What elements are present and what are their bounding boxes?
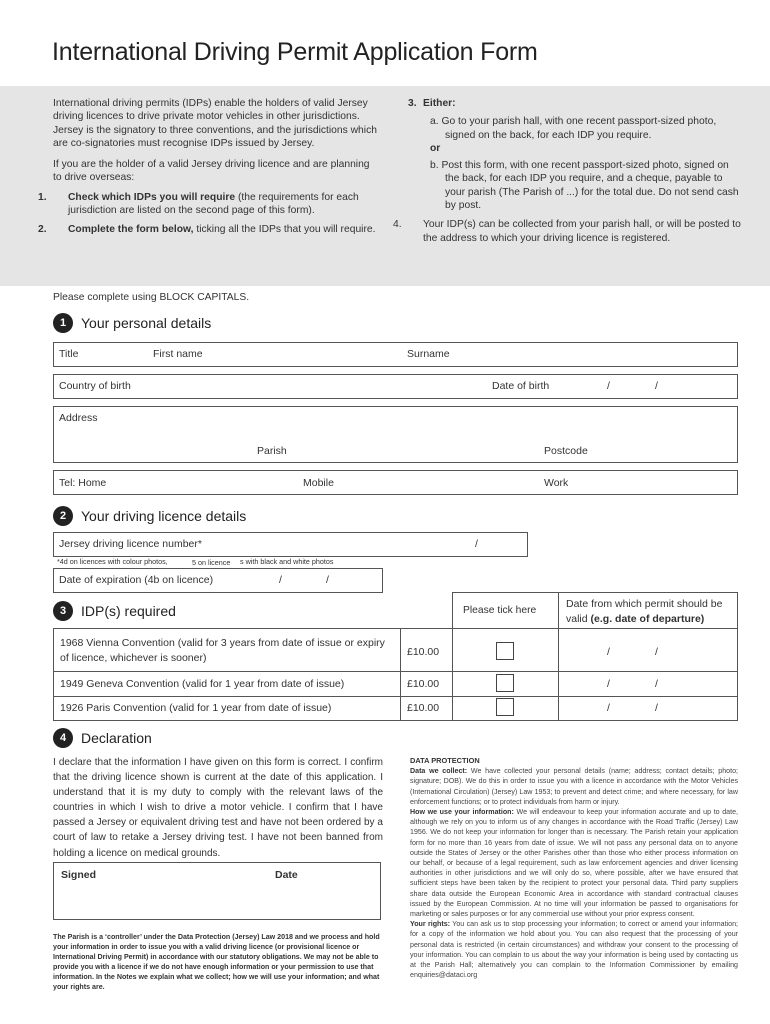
data-protection-use	[410, 807, 738, 919]
rights-label: Your rights:	[410, 920, 451, 929]
tick-header-label: Please tick here	[463, 605, 537, 616]
licence-footnote-c: s with black and white photos	[240, 557, 334, 566]
section-4-header	[53, 728, 152, 748]
declaration-text: I declare that the information I have given on this form is correct. I confirm that the driving licence shown is current at the date of this application. I understand that it is my duty to comply with the relevant laws of the countries in which I wish to drive a motor vehicle. I confirm that I have passed a Jersey or equivalent driving test and have not been ordered by a court of law to retake a Jersey driving test. I have not been banned from holding a licence on medical grounds.	[53, 757, 383, 859]
data-protection-body	[410, 766, 738, 807]
first-name-label: First name	[153, 348, 203, 360]
block-capitals-note: Please complete using BLOCK CAPITALS.	[53, 292, 250, 303]
date-separator: /	[607, 380, 610, 392]
section-title: Your driving licence details	[81, 508, 247, 524]
intro-paragraph-1: International driving permits (IDPs) enable the holders of valid Jersey driving licences to drive private motor vehicles in other jurisdictions. Jersey is the signatory to three conventions, and the jurisdictions which are co-signatories must recognise IDPs issued by Jersey.	[53, 98, 377, 149]
use-text: We will endeavour to keep your information accurate and up to date, although we rely on you to inform us of any changes in accordance with the Road Traffic (Jersey) Law 1956. We do not keep your information for longer than is necessary. The Parish retain your application form for no more than 16 years from date of issue. We will not pass any personal data on to anyone outside the States of Jersey or the other Parishes other than those who either process information on our behalf, or because of a legal requirement, such as law enforcement agencies and driver licensing authorities in other jurisdictions and we will only do so, where possible, after we have ensured that sufficient steps have been taken by the recipient to protect your personal data. Third party suppliers share data outside the European Economic Area in accordance with standard contractual clauses issued by the European Commission. At no time will your information be passed to organisations for marketing or sales purposes or for any commercial use without your prior express consent.	[410, 808, 739, 919]
step-number: 2.	[38, 224, 47, 236]
idp-row-vienna-label: 1968 Vienna Convention (valid for 3 years from date of issue or expiry of licence, whichever is sooner)	[60, 637, 385, 664]
section-title: Your personal details	[81, 315, 212, 331]
title-label: Title	[59, 348, 79, 360]
step-1-bold: Check which IDPs you will require	[68, 191, 236, 203]
use-label: How we use your information:	[410, 808, 514, 817]
address-field[interactable]	[53, 406, 738, 463]
idp-row-paris-price: £10.00	[407, 702, 440, 714]
date-separator: /	[655, 702, 658, 714]
intro-step-1	[38, 191, 378, 218]
step-2-bold: Complete the form below,	[68, 224, 194, 236]
date-separator: /	[607, 702, 610, 714]
date-separator: /	[655, 380, 658, 392]
date-header-bold: (e.g. date of departure)	[590, 613, 705, 625]
date-label: Date	[275, 869, 298, 881]
step-number: 4.	[393, 219, 402, 231]
date-separator: /	[279, 574, 282, 586]
idp-vienna-checkbox[interactable]	[496, 642, 514, 660]
step-2-rest: ticking all the IDPs that you will require.	[193, 224, 376, 236]
intro-right-column	[393, 97, 743, 245]
mobile-label: Mobile	[303, 477, 334, 489]
date-separator: /	[655, 646, 658, 658]
licence-separator: /	[475, 538, 478, 550]
intro-left-column	[38, 97, 378, 237]
signed-label: Signed	[61, 869, 97, 881]
data-protection-notice	[410, 756, 738, 980]
intro-or: or	[430, 142, 441, 154]
idp-paris-checkbox[interactable]	[496, 698, 514, 716]
birth-field-row[interactable]	[53, 374, 738, 399]
row-divider	[53, 696, 738, 697]
idp-geneva-checkbox[interactable]	[496, 674, 514, 692]
section-number-badge: 1	[53, 313, 73, 333]
section-2-header	[53, 506, 246, 526]
date-separator: /	[326, 574, 329, 586]
step-1-rest: (the requirements for each jurisdiction are listed on the second page of this form).	[68, 191, 359, 217]
idp-row-vienna-price: £10.00	[407, 646, 440, 658]
licence-number-label: Jersey driving licence number*	[59, 538, 202, 550]
step-number: 3.	[408, 98, 417, 109]
tel-home-label: Tel: Home	[59, 477, 107, 489]
licence-footnote-a: *4d on licences with colour photos,	[57, 557, 168, 566]
date-separator: /	[655, 678, 658, 690]
section-title: IDP(s) required	[81, 603, 176, 619]
intro-step-3	[408, 97, 743, 110]
intro-step-3b: b. Post this form, with one recent passport-sized photo, signed on the back, for each IDP you require, and a cheque, payable to your parish (The Parish of ...) for the total due. Do not send cash by post.	[430, 160, 739, 212]
row-divider	[53, 671, 738, 672]
section-1-header	[53, 313, 211, 333]
intro-step-4	[393, 218, 743, 245]
work-label: Work	[544, 477, 569, 489]
postcode-label: Postcode	[544, 445, 588, 457]
intro-step-3a: a. Go to your parish hall, with one recent passport-sized photo, signed on the back, for each IDP you require.	[430, 116, 717, 141]
column-divider	[400, 628, 401, 721]
signature-box[interactable]	[53, 862, 381, 920]
column-divider	[558, 628, 559, 721]
telephone-field-row[interactable]	[53, 470, 738, 495]
step-3-bold: Either:	[423, 98, 456, 109]
address-label: Address	[59, 412, 98, 424]
intro-step-2	[38, 223, 378, 236]
column-divider	[452, 628, 453, 721]
page-title: International Driving Permit Application Form	[52, 38, 538, 66]
section-title: Declaration	[81, 730, 152, 746]
parish-label: Parish	[257, 445, 287, 457]
collect-text: We have collected your personal details (name; address; contact details; photo; signature; DOB). We do this in order to issue you with a licence in accordance with the Motor Vehicles (International Circulation) (Jersey) Law 1953; to prevent and detect crime; and where necessary, for law enforcement functions; or to protect individuals from harm or injury.	[410, 767, 738, 806]
data-protection-rights	[410, 919, 738, 980]
collect-label: Data we collect:	[410, 767, 468, 776]
section-number-badge: 2	[53, 506, 73, 526]
expiry-label: Date of expiration (4b on licence)	[59, 574, 214, 586]
date-header-label: Date from which permit should be valid	[566, 598, 723, 625]
date-header-text	[566, 597, 736, 627]
date-separator: /	[607, 646, 610, 658]
country-of-birth-label: Country of birth	[59, 380, 131, 392]
idp-row-geneva-label: 1949 Geneva Convention (valid for 1 year from date of issue)	[60, 678, 345, 690]
date-of-birth-label: Date of birth	[492, 380, 550, 392]
data-protection-heading: DATA PROTECTION	[410, 756, 480, 765]
section-number-badge: 3	[53, 601, 73, 621]
rights-text: You can ask us to stop processing your information; to correct or amend your information; for a copy of the information we hold about you. You can also request that the processing of your personal data is restricted (in certain circumstances) and withdraw your consent to the processing of your information. You can complain to us about the way your information is being used by contacting us at the Parish Hall; alternatively you can complain to the Information Commissioner by emailing enquiries@dataci.org	[410, 920, 738, 980]
surname-label: Surname	[407, 348, 450, 360]
section-3-header	[53, 601, 176, 621]
legal-notice: The Parish is a ‘controller’ under the Data Protection (Jersey) Law 2018 and we process and hold your information in order to issue you with a valid driving licence (or provisional licence or International Driving Permit) in accordance with our statutory obligations. We may not be able to provide you with a licence if we do not have enough information or your permission to use that information. In the Notes we explain what we collect; how we will use your information; and what your rights are.	[53, 933, 380, 992]
step-4-text: Your IDP(s) can be collected from your parish hall, or will be posted to the address to which your driving licence is registered.	[423, 219, 741, 244]
idp-row-paris-label: 1926 Paris Convention (valid for 1 year from date of issue)	[60, 702, 332, 714]
date-separator: /	[607, 678, 610, 690]
intro-paragraph-2: If you are the holder of a valid Jersey driving licence and are planning to drive overseas:	[53, 159, 370, 184]
licence-footnote-b: 5 on licence	[192, 558, 231, 567]
idp-row-geneva-price: £10.00	[407, 678, 440, 690]
intro-panel	[0, 86, 770, 286]
step-number: 1.	[38, 191, 47, 203]
section-number-badge: 4	[53, 728, 73, 748]
